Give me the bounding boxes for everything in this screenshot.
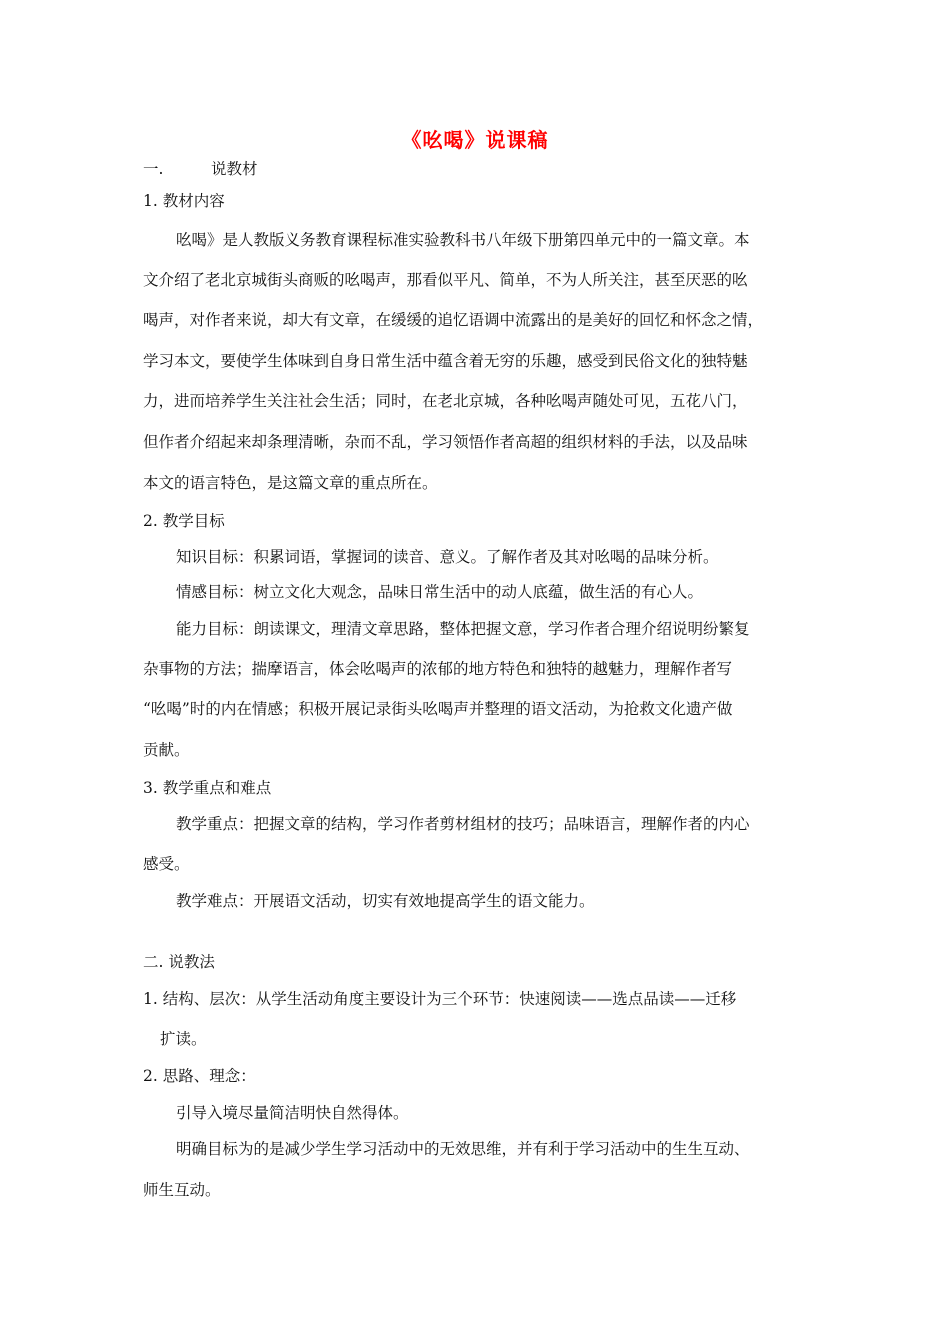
content-line: 文介绍了老北京城街头商贩的吆喝声，那看似平凡、简单，不为人所关注，甚至厌恶的吆 (143, 271, 748, 289)
emotion-goal: 情感目标：树立文化大观念，品味日常生活中的动人底蕴，做生活的有心人。 (176, 583, 704, 601)
section1-title: 说教材 (211, 160, 258, 178)
ability-goal-line: 贡献。 (143, 741, 190, 759)
teaching-item-1-line: 扩读。 (160, 1030, 207, 1048)
section1-heading (143, 157, 258, 179)
knowledge-goal: 知识目标：积累词语，掌握词的读音、意义。了解作者及其对吆喝的品味分析。 (176, 548, 719, 566)
ability-goal-line: “吆喝”时的内在情感；积极开展记录街头吆喝声并整理的语文活动，为抢救文化遗产做 (143, 700, 733, 718)
teaching-item-1-line: 1. 结构、层次：从学生活动角度主要设计为三个环节：快速阅读——选点品读——迁移 (143, 990, 737, 1008)
sub3-heading: 3. 教学重点和难点 (143, 779, 272, 797)
content-line: 学习本文，要使学生体味到自身日常生活中蕴含着无穷的乐趣，感受到民俗文化的独特魅 (143, 352, 748, 370)
ability-goal-line: 能力目标：朗读课文，理清文章思路，整体把握文意，学习作者合理介绍说明纷繁复 (176, 620, 750, 638)
content-line: 吆喝》是人教版义务教育课程标准实验教科书八年级下册第四单元中的一篇文章。本 (176, 231, 750, 249)
content-line: 但作者介绍起来却条理清晰，杂而不乱，学习领悟作者高超的组织材料的手法，以及品味 (143, 433, 748, 451)
teaching-item-2-line: 引导入境尽量简洁明快自然得体。 (176, 1104, 409, 1122)
section1-number: 一. (143, 160, 164, 178)
sub1-heading: 1. 教材内容 (143, 192, 225, 210)
content-line: 力，进而培养学生关注社会生活；同时，在老北京城，各种吆喝声随处可见，五花八门， (143, 392, 748, 410)
teaching-item-2-heading: 2. 思路、理念： (143, 1067, 256, 1085)
document-title: 《吆喝》说课稿 (401, 128, 549, 152)
teaching-item-2-line: 明确目标为的是减少学生学习活动中的无效思维，并有利于学习活动中的生生互动、 (176, 1140, 750, 1158)
teaching-item-2-line: 师生互动。 (143, 1181, 221, 1199)
content-line: 本文的语言特色，是这篇文章的重点所在。 (143, 474, 438, 492)
ability-goal-line: 杂事物的方法；揣摩语言，体会吆喝声的浓郁的地方特色和独特的越魅力，理解作者写 (143, 660, 733, 678)
sub2-heading: 2. 教学目标 (143, 512, 225, 530)
key-point-line: 感受。 (143, 855, 190, 873)
difficulty-point: 教学难点：开展语文活动，切实有效地提高学生的语文能力。 (176, 892, 595, 910)
key-point-line: 教学重点：把握文章的结构，学习作者剪材组材的技巧；品味语言，理解作者的内心 (176, 815, 750, 833)
section2-heading: 二. 说教法 (143, 953, 215, 971)
content-line: 喝声，对作者来说，却大有文章，在缓缓的追忆语调中流露出的是美好的回忆和怀念之情， (143, 311, 764, 329)
